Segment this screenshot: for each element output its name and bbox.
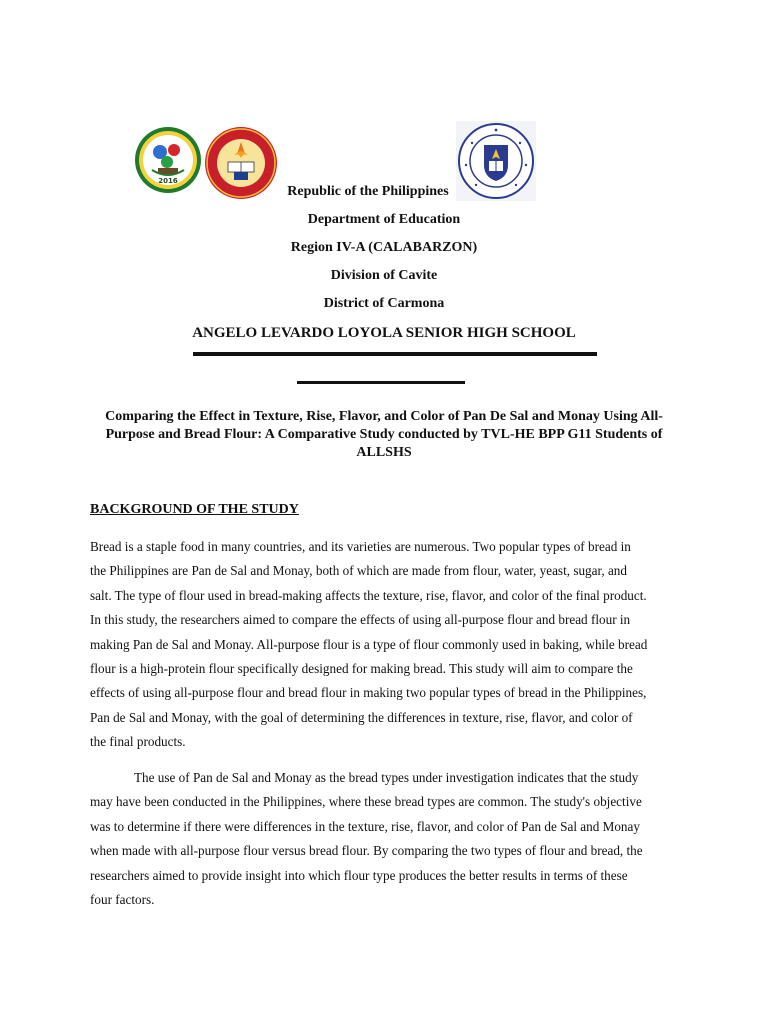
paragraph-line: Bread is a staple food in many countries, and its varieties are numerous. Two popular types of bread in	[90, 539, 631, 554]
paragraph-line: the final products.	[90, 734, 186, 750]
paragraph-line: In this study, the researchers aimed to compare the effects of using all-purpose flour and bread flour in	[90, 612, 631, 628]
header-school-name: ANGELO LEVARDO LOYOLA SENIOR HIGH SCHOOL	[192, 325, 576, 341]
paragraph-line: The use of Pan de Sal and Monay as the bread types under investigation indicates that the study	[134, 770, 639, 785]
header-department: Department of Education	[307, 212, 461, 227]
header-republic: Republic of the Philippines	[287, 184, 449, 199]
header-region: Region IV-A (CALABARZON)	[290, 240, 478, 255]
paragraph-discussion	[90, 766, 680, 912]
title-line: Comparing the Effect in Texture, Rise, Flavor, and Color of Pan De Sal and Monay Using All-	[105, 409, 663, 424]
header-division: Division of Cavite	[330, 268, 438, 283]
paragraph-line: four factors.	[90, 892, 155, 908]
paragraph-line: may have been conducted in the Philippines, where these bread types are common. The study's objective	[90, 794, 642, 810]
paragraph-line: effects of using all-purpose flour and bread flour in making two popular types of bread in the Philippines,	[90, 685, 647, 701]
paragraph-line: Pan de Sal and Monay, with the goal of determining the differences in texture, rise, flavor, and color of	[90, 709, 633, 725]
header-divider-short	[297, 381, 465, 384]
paragraph-background	[90, 535, 680, 755]
study-title	[96, 408, 672, 462]
paragraph-line: flour is a high-protein flour specifically designed for making bread. This study will aim to compare the	[90, 661, 633, 677]
header-divider-thick	[193, 352, 597, 356]
paragraph-line: was to determine if there were differences in the texture, rise, flavor, and color of Pan de Sal and Monay	[90, 818, 640, 834]
paragraph-line: making Pan de Sal and Monay. All-purpose flour is a type of flour commonly used in baking, while bread	[90, 636, 648, 652]
paragraph-line: the Philippines are Pan de Sal and Monay, both of which are made from flour, water, yeast, sugar, and	[90, 563, 627, 579]
header-district: District of Carmona	[323, 296, 445, 311]
section-heading: BACKGROUND OF THE STUDY	[90, 502, 299, 517]
paragraph-line: salt. The type of flour used in bread-making affects the texture, rise, flavor, and color of the final product.	[90, 587, 647, 603]
seal-year: 2016	[158, 177, 178, 185]
paragraph-line: when made with all-purpose flour versus bread flour. By comparing the two types of flour and bread, the	[90, 843, 643, 859]
paragraph-line: researchers aimed to provide insight into which flour type produces the better results in terms of these	[90, 867, 628, 883]
title-line: Purpose and Bread Flour: A Comparative Study conducted by TVL-HE BPP G11 Students of	[105, 427, 663, 442]
title-line: ALLSHS	[356, 445, 412, 460]
